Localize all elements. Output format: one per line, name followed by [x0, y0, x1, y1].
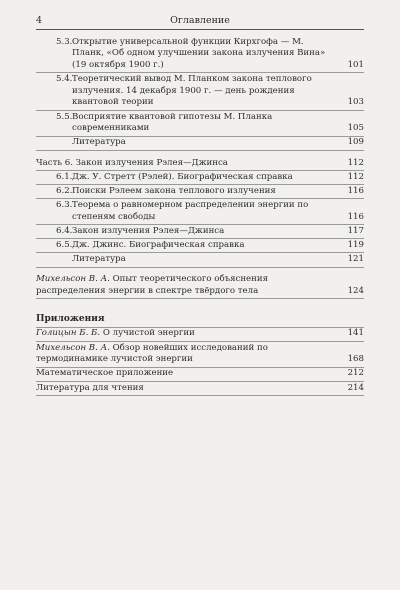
toc-page: 116 [347, 185, 364, 196]
page-number: 4 [36, 15, 43, 26]
toc-entry[interactable]: 5.3.Открытие универсальной функции Кирхгофа — М. Планк, «Об одном улучшении закона излучения Вина» (19 октября 1900 г.) 101 [36, 36, 364, 73]
table-of-contents [36, 36, 364, 396]
header-title: Оглавление [170, 15, 230, 26]
toc-page: 214 [347, 382, 364, 393]
toc-page: 109 [347, 137, 364, 148]
toc-entry[interactable]: Математическое приложение 212 [36, 368, 364, 382]
toc-entry[interactable]: 6.1.Дж. У. Стретт (Рэлей). Биографическая справка 112 [36, 171, 364, 185]
toc-entry[interactable]: 6.5.Дж. Джинс. Биографическая справка 119 [36, 239, 364, 253]
toc-page: 117 [347, 225, 364, 236]
toc-page: 103 [347, 97, 364, 108]
toc-entry[interactable]: Литература 121 [36, 253, 364, 267]
toc-page: 119 [347, 240, 364, 251]
toc-entry-michelson[interactable]: Михельсон В. А. Опыт теоретического объяснения распределения энергии в спектре твёрдого тела 124 [36, 274, 364, 300]
toc-page: 121 [347, 254, 364, 265]
running-header [36, 15, 364, 30]
toc-entry[interactable]: Литература для чтения 214 [36, 382, 364, 396]
toc-page: 124 [347, 286, 364, 297]
toc-page: 112 [347, 157, 364, 168]
toc-page: 105 [347, 123, 364, 134]
toc-entry[interactable]: Голицын Б. Б. О лучистой энергии 141 [36, 328, 364, 342]
toc-entry[interactable]: Михельсон В. А. Обзор новейших исследований по термодинамике лучистой энергии 168 [36, 342, 364, 368]
toc-part-6[interactable]: Часть 6. Закон излучения Рэлея—Джинса 112 [36, 157, 364, 171]
toc-entry[interactable]: 6.3.Теорема о равномерном распределении энергии по степеням свободы 116 [36, 199, 364, 225]
toc-page: 116 [347, 211, 364, 222]
toc-page: 101 [347, 59, 364, 70]
toc-page: 168 [347, 354, 364, 365]
toc-entry[interactable]: 6.2.Поиски Рэлеем закона теплового излучения 116 [36, 185, 364, 199]
toc-page: 212 [347, 368, 364, 379]
toc-entry[interactable]: 6.4.Закон излучения Рэлея—Джинса 117 [36, 225, 364, 239]
toc-entry[interactable]: 5.5.Восприятие квантовой гипотезы М. Планка современниками 105 [36, 111, 364, 137]
appendix-heading: Приложения [36, 313, 364, 327]
toc-page: 141 [347, 328, 364, 339]
toc-entry[interactable]: Литература 109 [36, 137, 364, 151]
toc-page: 112 [347, 171, 364, 182]
toc-entry[interactable]: 5.4.Теоретический вывод М. Планком закона теплового излучения. 14 декабря 1900 г. — день рождения квантовой теории 103 [36, 73, 364, 110]
